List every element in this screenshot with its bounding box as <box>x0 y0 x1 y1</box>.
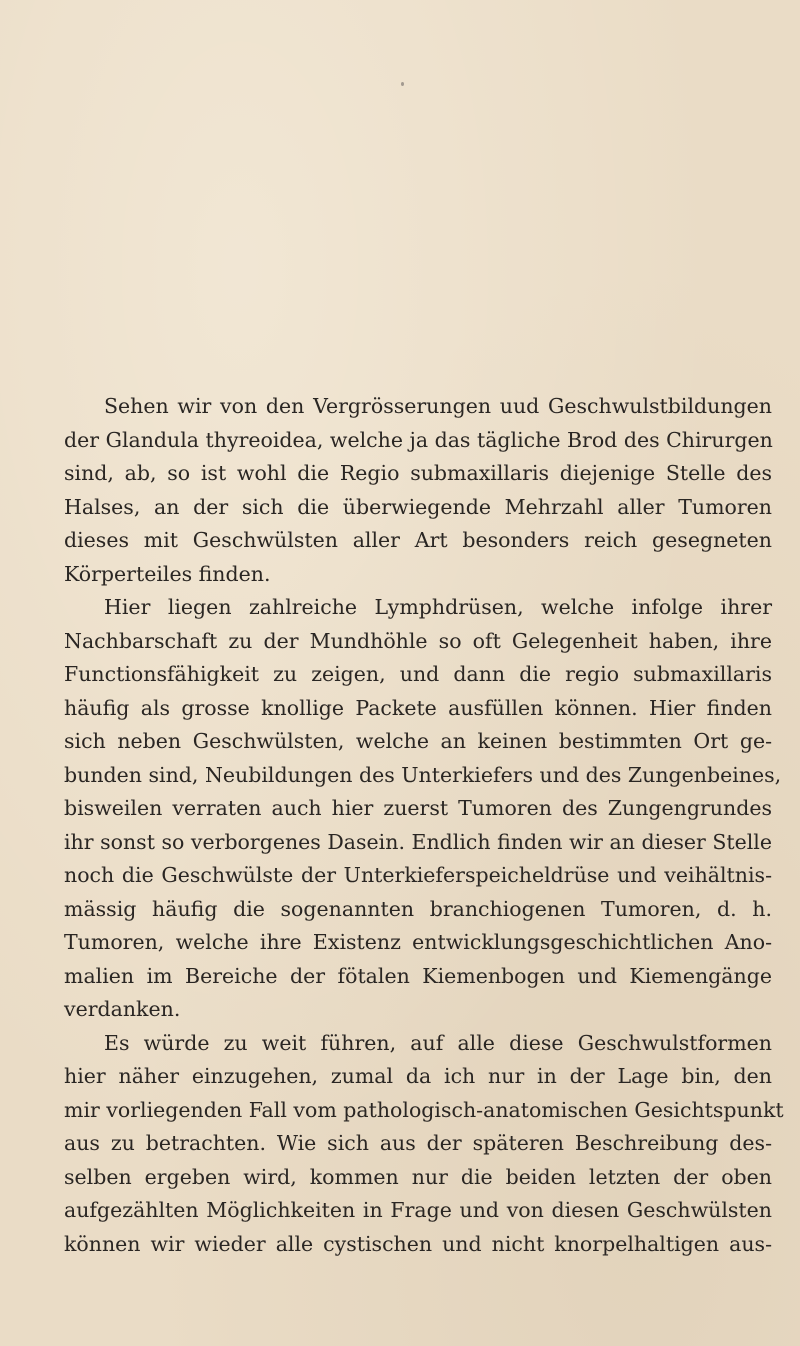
text-line: bisweilen verraten auch hier zuerst Tumoren des Zungengrundes <box>64 796 772 820</box>
text-line: häufig als grosse knollige Packete ausfüllen können. Hier finden <box>64 695 772 720</box>
text-line: Körperteiles finden. <box>64 561 271 586</box>
text-line: aufgezählten Möglichkeiten in Frage und von diesen Geschwülsten <box>64 1198 772 1222</box>
text-line: Tumoren, welche ihre Existenz entwicklungsgeschichtlichen Ano- <box>64 930 772 954</box>
text-line: verdanken. <box>64 997 181 1021</box>
text-line: malien im Bereiche der fötalen Kiemenbogen und Kiemengänge <box>64 963 772 988</box>
text-line: aus zu betrachten. Wie sich aus der späteren Beschreibung des- <box>64 1131 772 1155</box>
text-line: sind, ab, so ist wohl die Regio submaxillaris diejenige Stelle des <box>64 461 772 485</box>
text-line: hier näher einzugehen, zumal da ich nur in der Lage bin, den <box>64 1064 772 1088</box>
text-line: selben ergeben wird, kommen nur die beiden letzten der oben <box>64 1164 772 1189</box>
text-line: mir vorliegenden Fall vom pathologisch-anatomischen Gesichtspunkt <box>64 1097 784 1122</box>
text-line: sich neben Geschwülsten, welche an keinen bestimmten Ort ge- <box>64 729 772 753</box>
text-line: Functionsfähigkeit zu zeigen, und dann die regio submaxillaris <box>64 662 772 686</box>
text-line: dieses mit Geschwülsten aller Art besonders reich gesegneten <box>64 528 772 552</box>
text-line: noch die Geschwülste der Unterkieferspeicheldrüse und veihältnis- <box>64 863 772 887</box>
text-line: Es würde zu weit führen, auf alle diese Geschwulstformen <box>104 1030 772 1055</box>
text-line: mässig häufig die sogenannten branchiogenen Tumoren, d. h. <box>64 896 772 921</box>
text-line: Halses, an der sich die überwiegende Mehrzahl aller Tumoren <box>64 494 772 519</box>
text-line: Hier liegen zahlreiche Lymphdrüsen, welche infolge ihrer <box>104 595 772 619</box>
paper-speck <box>401 82 404 86</box>
text-line: der Glandula thyreoidea, welche ja das tägliche Brod des Chirurgen <box>64 427 773 452</box>
text-line: ihr sonst so verborgenes Dasein. Endlich finden wir an dieser Stelle <box>64 829 772 854</box>
text-line: Nachbarschaft zu der Mundhöhle so oft Gelegenheit haben, ihre <box>64 628 772 653</box>
text-line: können wir wieder alle cystischen und nicht knorpelhaltigen aus- <box>64 1231 772 1256</box>
text-line: bunden sind, Neubildungen des Unterkiefers und des Zungenbeines, <box>64 762 782 787</box>
text-line: Sehen wir von den Vergrösserungen uud Geschwulstbildungen <box>104 394 772 418</box>
body-text <box>64 390 784 1261</box>
